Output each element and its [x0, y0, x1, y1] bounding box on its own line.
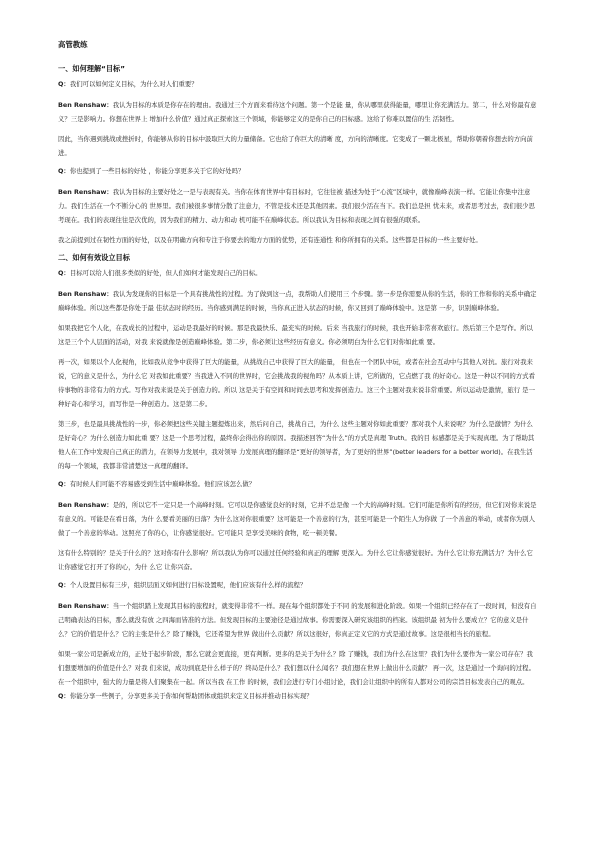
- question-text: 目标可以给人们很多类似的好处，但人们如何才能发现自己的目标。: [69, 269, 262, 277]
- question-label: Q：: [58, 167, 70, 175]
- question-text: 你能分享一些例子，分享更多关于你如何帮助团体或组织来定义目标并推动目标实现？: [69, 692, 313, 700]
- question-1: [58, 79, 537, 89]
- question-3: [58, 268, 537, 278]
- answer-text: 我认为发现你的目标是一个具有挑战性的过程。为了做到这一点，我帮助人们使用三 个步骤。第一步是你需要从你的生活，你的工作和你的关系中确定巅峰体验。所以这些都是你处于最 佳状态时的经历。当你感到满足的时候，当你真正进入状态的时候，你又回到了巅峰体验中。这是第 一步，识别巅峰体验。: [58, 290, 537, 312]
- answer-3: [58, 287, 537, 315]
- paragraph-4: 再一次，如果以个人化视角，比如我从竞争中获得了巨大的能量，从挑战自己中获得了巨大的能量， 但也在一个团队中玩，或者在社会互动中与其他人对抗。旅行对我来说，它的意义是什么，为什么它 对我如此重要？当我进入不同的世界时，它会挑战我的视角吗？从本质上讲，它所做的，它点燃了我 的好奇心。这是一种以不同的方式看待事物的非常有力的方式。写作对我来说是关于创造力的。所以 这是关于有空间和时间去思考和发挥创造力。这三个主题对我来说非常重要。所以运动是激情，旅行 是一种好奇心和学习，而写作是一种创造力。这是第二步。: [58, 358, 535, 408]
- question-2: [58, 166, 537, 176]
- paragraph-7: [58, 647, 537, 703]
- speaker-label: Ben Renshaw：: [58, 602, 113, 610]
- paragraph-6: 这有什么特别的？是关于什么的？这对你有什么影响？所以我认为你可以通过任何经验和真正的理解 更深入。为什么它让你感觉很好。为什么它让你充满活力？为什么它让你感觉它打开了你的心，为什 么它 让你兴奋。: [58, 549, 533, 571]
- answer-2: [58, 185, 537, 227]
- speaker-label: Ben Renshaw：: [58, 188, 113, 196]
- answer-4: [58, 498, 537, 540]
- section-title-setting-purpose: 二、如何有效设立目标: [58, 253, 130, 262]
- question-text: 有时候人们可能不容易感受到生活中巅峰体验。他们应该怎么做？: [69, 480, 256, 488]
- paragraph-text: 如果一家公司是新成立的，正处于起步阶段，那么它就会更直接，更有判断。更多的是关于为什么？除 了赚钱，我们为什么在这里？我们为什么要作为一家公司存在？我们想要增加的价值是什么？对我 们来说，成功到底是什么样子的？终局是什么？我们想以什么闻名？我们想在世界上做出什么贡献？ 再一次，这是通过一个询问的过程。在一个组织中，强大的力量是将人们聚集在一起。所以当我 在工作 的时候，我们会进行专门小组讨论，我们会让组织中的所有人都对公司的宗旨目标发表自己的观点。: [58, 650, 535, 686]
- question-text: 我们可以如何定义目标，为什么对人们重要？: [69, 80, 198, 88]
- question-label: Q：: [58, 581, 70, 589]
- speaker-label: Ben Renshaw：: [58, 101, 113, 109]
- question-5: [58, 580, 537, 590]
- question-label: Q：: [58, 692, 70, 700]
- question-text: 个人设置目标有三步，组织层面又如何进行目标设置呢，他们应该有什么样的流程？: [69, 581, 307, 589]
- question-label: Q：: [58, 480, 70, 488]
- answer-text: 我认为目标的主要好处之一是与表现有关。当你在体育世界中有目标时，它往往被 描述为处于“心流”区域中，就像巅峰表演一样。它能让你集中注意力。我们生活在一个不断分心的 世界里。我们被很多事情分散了注意力，不管是技术还是其他因素。我们很少活在当下。我们总是担 忧未来，或者思考过去，我们很少思考现在。我们的表现往往是次优的，因为我们的精力、动力和动 机可能不在巅峰状态。所以我认为目标和表现之间有很强的联系。: [58, 188, 535, 224]
- answer-text: 我认为目标的本质是你存在的理由。我通过三个方面来看待这个问题。第一个是能 量，你从哪里获得能量，哪里让你充满活力。第二，什么对你最有意义？三是影响力。你想在世界上 增加什么价值？通过真正探索这三个领域，你能够定义的是你自己的目标感。这给了你难以置信的生 活韧性。: [58, 101, 537, 123]
- document-title: 高管教练: [58, 40, 88, 49]
- speaker-label: Ben Renshaw：: [58, 290, 113, 298]
- paragraph-1: 因此，当你遇到挑战或挫折时，你能够从你的目标中汲取巨大的力量储备。它也给了你巨大的清晰 度，方向的清晰度。它变成了一颗北极星，帮助你朝着你想去的方向前进。: [58, 135, 533, 157]
- question-4: [58, 479, 537, 489]
- paragraph-3: 如果我把它个人化，在我成长的过程中，运动是我最好的时候。那是我最快乐、最充实的时候。后来 当我旅行的时候，我也开始非常喜欢旅行。然后第三个是写作。所以这是三个个人层面的活动，对我 来说就像是创造巅峰体验。第二步，你必须让这些经历有意义。你必须明白为什么它们对你如此重 要。: [58, 324, 533, 346]
- answer-5: [58, 599, 537, 641]
- question-label: Q：: [58, 269, 70, 277]
- section-title-understanding-purpose: 一、如何理解“目标”: [58, 64, 125, 73]
- answer-text: 当一个组织踏上发现其目标的旅程时，就变得非常不一样。现在每个组织都处于不同 的发展和进化阶段。如果一个组织已经存在了一段时间，但没有自己明确表达的目标，那么就没有放 之四海而皆准的方法。但发现目标的主要途径是通过故事。你需要深入研究该组织的档案。该组织最 初为什么要成立？它的意义是什么？它的价值是什么？它的主张是什么？除了赚钱，它还希望为世界 做出什么贡献？所以这很好，你真正定义它的方式是通过故事。这是很相当长的旅程。: [58, 602, 537, 638]
- speaker-label: Ben Renshaw：: [58, 501, 113, 509]
- question-label: Q：: [58, 80, 70, 88]
- answer-text: 是的，所以它不一定只是一个高峰时刻。它可以是你感觉良好的时刻，它并不总是像 一个大的高峰时刻。它们可能是你所有的经历，但它们对你来说是有意义的。可能是在看日落，为什 么要看美丽的日落？为什么这对你很重要？这可能是一个善意的行为，甚至可能是一个陌生人为你做 了一个善意的举动，或者你为别人做了一个善意的举动。这照亮了你的心，让你感觉很好。它可能只 是享受美味的食物，吃一顿美餐。: [58, 501, 537, 537]
- paragraph-5: 第三步，也是最具挑战性的一步，你必须把这些关键主题提炼出来，然后问自己，挑战自己，为什么 这些主题对你如此重要？那对我个人来说呢？为什么是激情？为什么是好奇心？为什么创造力如此重 要？这是一个思考过程，最终你会得出你的原因。我描述回答“为什么”的方式是真理 Truth。我的目 标感都是关于实现真理。为了帮助其他人在工作中发现自己真正的潜力，在领导力发展中，我对领导 力发展真理的翻译是“更好的领导者，为了更好的世界”(better leaders for a better world)。在我生活 的每一个领域，我都非常清楚这一真理的翻译。: [58, 420, 535, 470]
- paragraph-2: 我之前提到过在韧性方面的好处，以及在明确方向和专注于你要去的地方方面的优势，还有连通性 和你所拥有的关系。这些都是目标的一些主要好处。: [58, 236, 482, 244]
- question-text: 你也提到了一些目标的好处 ，你能分享更多关于它的好处吗？: [69, 167, 245, 175]
- answer-1: [58, 98, 537, 126]
